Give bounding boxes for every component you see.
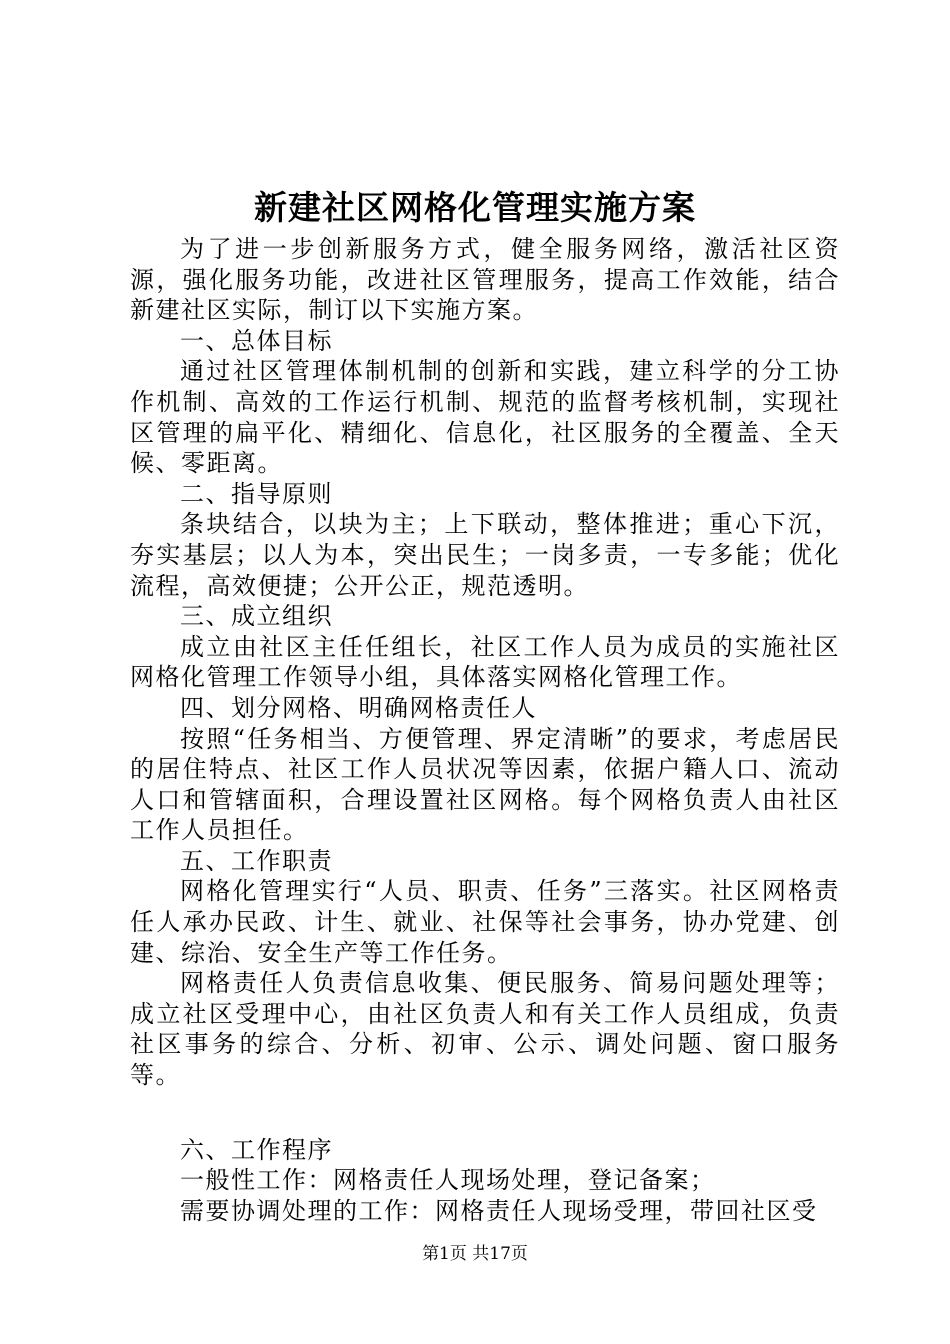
section-heading-guiding-principles: 二、指导原则	[180, 479, 333, 508]
section-paragraph: 按照“任务相当、方便管理、界定清晰”的要求，考虑居民的居住特点、社区工作人员状况等因素，依据户籍人口、流动人口和管辖面积，合理设置社区网格。每个网格负责人由社区工作人员担任。	[130, 724, 840, 845]
section-heading-organization: 三、成立组织	[180, 602, 333, 631]
section-heading-duties: 五、工作职责	[180, 846, 333, 875]
section-heading-procedure: 六、工作程序	[180, 1135, 333, 1164]
page-number-footer: 第1页 共17页	[422, 1244, 528, 1264]
section-heading-overall-goal: 一、总体目标	[180, 326, 333, 355]
blank-line	[130, 1091, 840, 1135]
section-paragraph: 条块结合，以块为主；上下联动，整体推进；重心下沉，夯实基层；以人为本，突出民生；一岗多责，一专多能；优化流程，高效便捷；公开公正，规范透明。	[130, 510, 840, 600]
document-title: 新建社区网格化管理实施方案	[254, 188, 696, 227]
section-paragraph: 通过社区管理体制机制的创新和实践，建立科学的分工协作机制、高效的工作运行机制、规范的监督考核机制，实现社区管理的扁平化、精细化、信息化，社区服务的全覆盖、全天候、零距离。	[130, 357, 840, 478]
section-paragraph: 成立由社区主任任组长，社区工作人员为成员的实施社区网格化管理工作领导小组，具体落实网格化管理工作。	[130, 632, 840, 692]
section-paragraph: 网格责任人负责信息收集、便民服务、简易问题处理等；成立社区受理中心，由社区负责人和有关工作人员组成，负责社区事务的综合、分析、初审、公示、调处问题、窗口服务等。	[130, 969, 840, 1090]
section-heading-grid-division: 四、划分网格、明确网格责任人	[180, 693, 537, 722]
section-paragraph: 网格化管理实行“人员、职责、任务”三落实。社区网格责任人承办民政、计生、就业、社保等社会事务，协办党建、创建、综治、安全生产等工作任务。	[130, 877, 840, 967]
section-paragraph: 一般性工作：网格责任人现场处理，登记备案；	[180, 1166, 716, 1195]
intro-paragraph: 为了进一步创新服务方式，健全服务网络，激活社区资源，强化服务功能，改进社区管理服务，提高工作效能，结合新建社区实际，制订以下实施方案。	[130, 235, 840, 325]
section-paragraph: 需要协调处理的工作：网格责任人现场受理，带回社区受	[180, 1196, 818, 1225]
document-body	[130, 234, 840, 1226]
